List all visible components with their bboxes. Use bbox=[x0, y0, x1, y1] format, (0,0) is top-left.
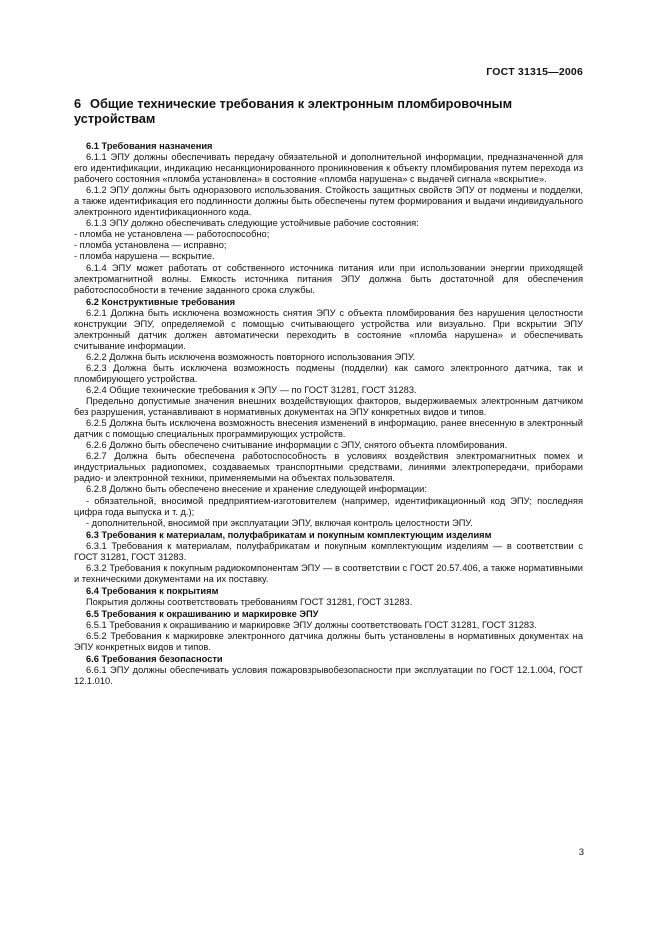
paragraph: - обязательной, вносимой предприятием-изготовителем (например, идентификационный код ЭПУ; последняя цифра года выпуска и т. д.); bbox=[74, 495, 583, 517]
paragraph: 6.5.2 Требования к маркировке электронного датчика должны быть установлены в нормативных документах на ЭПУ конкретных видов и типов. bbox=[74, 631, 583, 653]
paragraph: 6.6.1 ЭПУ должны обеспечивать условия пожаровзрывобезопасности при эксплуатации по ГОСТ 12.1.004, ГОСТ 12.1.010. bbox=[74, 665, 583, 687]
section-heading bbox=[74, 96, 594, 126]
list-item: - пломба не установлена — работоспособно; bbox=[74, 229, 270, 240]
paragraph: 6.2.4 Общие технические требования к ЭПУ — по ГОСТ 31281, ГОСТ 31283. bbox=[86, 385, 417, 396]
paragraph: 6.1.2 ЭПУ должны быть одноразового использования. Стойкость защитных свойств ЭПУ от подмены и подделки, а также идентификация его подлинности должны быть обеспечены путем формирования и выдачи индивидуального электронного идентификационного кода. bbox=[74, 185, 583, 218]
paragraph: Предельно допустимые значения внешних воздействующих факторов, выдерживаемых электронным датчиком без разрушения, устанавливают в нормативных документах на ЭПУ конкретных видов и типов. bbox=[74, 396, 583, 418]
page-number: 3 bbox=[578, 847, 584, 858]
list-item: - пломба нарушена — вскрытие. bbox=[74, 251, 215, 262]
subsection-heading: 6.5 Требования к окрашиванию и маркировке ЭПУ bbox=[86, 608, 319, 619]
subsection-heading: 6.4 Требования к покрытиям bbox=[86, 585, 219, 596]
paragraph: 6.2.7 Должна быть обеспечена работоспособность в условиях воздействия электромагнитных помех и индустриальных радиопомех, создаваемых транспортными средствами, линиями электропередачи, приборами радио- и электронной техники, применяемыми на объектах пользователя. bbox=[74, 451, 583, 484]
paragraph: 6.2.2 Должна быть исключена возможность повторного использования ЭПУ. bbox=[86, 351, 416, 362]
subsection-heading: 6.3 Требования к материалам, полуфабрикатам и покупным комплектующим изделиям bbox=[86, 529, 492, 540]
section-title: Общие технические требования к электронным пломбировочным устройствам bbox=[74, 96, 513, 126]
paragraph: 6.3.1 Требования к материалам, полуфабрикатам и покупным комплектующим изделиям — в соответствии с ГОСТ 31281, ГОСТ 31283. bbox=[74, 540, 583, 562]
paragraph: 6.2.8 Должно быть обеспечено внесение и хранение следующей информации: bbox=[86, 484, 427, 495]
list-item: - пломба установлена — исправно; bbox=[74, 240, 227, 251]
paragraph: 6.2.5 Должна быть исключена возможность внесения изменений в информацию, ранее внесенную в электронный датчик с помощью специальных программирующих устройств. bbox=[74, 418, 583, 440]
paragraph: 6.1.4 ЭПУ может работать от собственного источника питания или при использовании энергии приходящей электромагнитной волны. Емкость источника питания ЭПУ должна быть достаточной для обеспечения работоспособности в течение заданного срока службы. bbox=[74, 262, 583, 295]
section-number: 6 bbox=[74, 96, 82, 111]
subsection-heading: 6.2 Конструктивные требования bbox=[86, 296, 236, 307]
paragraph: 6.5.1 Требования к окрашиванию и маркировке ЭПУ должны соответствовать ГОСТ 31281, ГОСТ 31283. bbox=[86, 620, 537, 631]
paragraph: 6.2.3 Должна быть исключена возможность подмены (подделки) как самого электронного датчика, так и пломбирующего устройства. bbox=[74, 362, 583, 384]
paragraph: 6.2.1 Должна быть исключена возможность снятия ЭПУ с объекта пломбирования без нарушения целостности конструкции ЭПУ, определяемой с помощью считывающего устройства или визуально. При вскрытии ЭПУ электронный датчик должен автоматически переходить в состояние «пломба нарушена» и обеспечивать считывание информации. bbox=[74, 307, 583, 351]
subsection-heading: 6.6 Требования безопасности bbox=[86, 654, 223, 665]
paragraph: Покрытия должны соответствовать требованиям ГОСТ 31281, ГОСТ 31283. bbox=[86, 596, 413, 607]
paragraph: 6.3.2 Требования к покупным радиокомпонентам ЭПУ — в соответствии с ГОСТ 20.57.406, а также нормативными и техническими документами на их поставку. bbox=[74, 562, 583, 584]
paragraph: 6.1.3 ЭПУ должно обеспечивать следующие устойчивые рабочие состояния: bbox=[86, 218, 419, 229]
subsection-heading: 6.1 Требования назначения bbox=[86, 141, 213, 151]
paragraph: 6.2.6 Должно быть обеспечено считывание информации с ЭПУ, снятого объекта пломбирования. bbox=[86, 440, 508, 451]
document-body bbox=[74, 140, 583, 687]
paragraph: 6.1.1 ЭПУ должны обеспечивать передачу обязательной и дополнительной информации, предназначенной для его идентификации, индикацию несанкционированного проникновения к объекту пломбирования путем перехода из рабочего состояния «пломба установлена» в состояние «пломба нарушена» с выдачей сигнала «вскрытие». bbox=[74, 152, 583, 185]
paragraph: - дополнительной, вносимой при эксплуатации ЭПУ, включая контроль целостности ЭПУ. bbox=[86, 517, 473, 528]
standard-designation: ГОСТ 31315—2006 bbox=[486, 66, 583, 78]
